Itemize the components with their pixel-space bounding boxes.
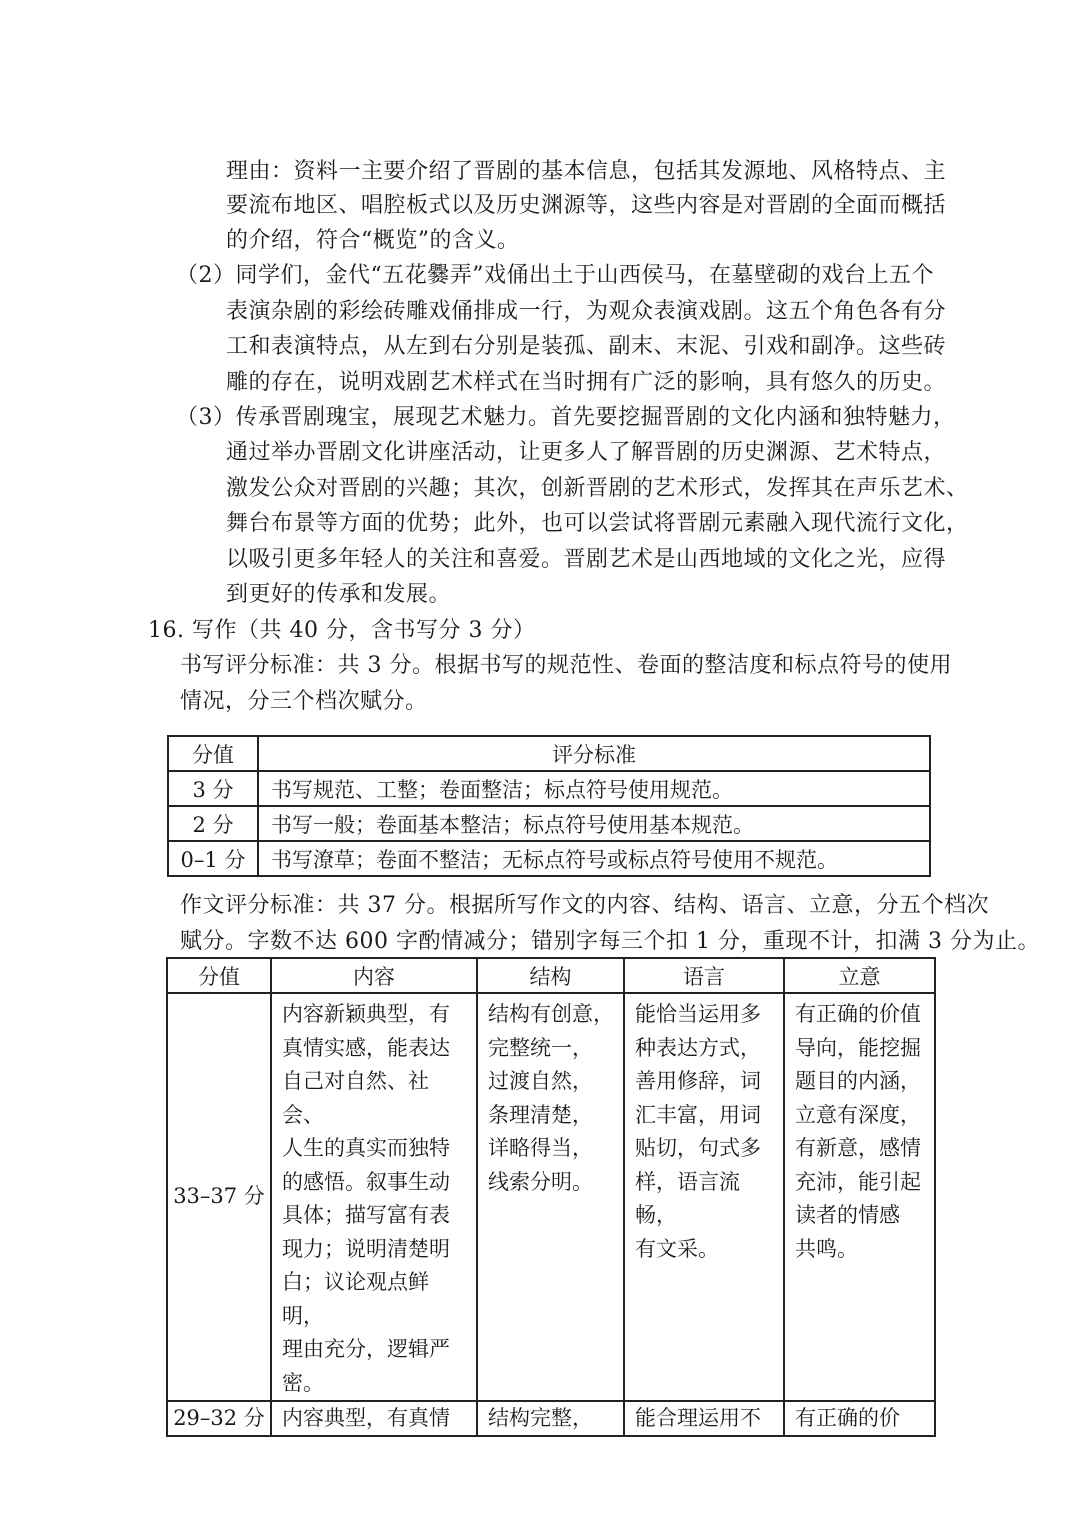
header-idea: 立意 xyxy=(784,958,935,993)
score-cell: 0–1 分 xyxy=(168,841,258,876)
essay-score-table xyxy=(166,957,936,1437)
answer-reason-line-3: 的介绍，符合“概览”的含义。 xyxy=(226,228,520,253)
score-cell: 3 分 xyxy=(168,771,258,806)
table-header-row xyxy=(168,736,930,771)
answer-2-line-1: （2）同学们，金代“五花爨弄”戏俑出土于山西侯马，在墓壁砌的戏台上五个 xyxy=(176,263,934,288)
score-cell: 29–32 分 xyxy=(167,1401,271,1436)
header-score: 分值 xyxy=(167,958,271,993)
idea-cell: 有正确的价 xyxy=(784,1401,935,1436)
answer-2-line-2: 表演杂剧的彩绘砖雕戏俑排成一行，为观众表演戏剧。这五个角色各有分 xyxy=(226,299,947,324)
handwriting-criteria-line-1: 书写评分标准：共 3 分。根据书写的规范性、卷面的整洁度和标点符号的使用 xyxy=(180,653,952,678)
content-cell: 内容典型，有真情 xyxy=(271,1401,477,1436)
answer-2-line-4: 雕的存在，说明戏剧艺术样式在当时拥有广泛的影响，具有悠久的历史。 xyxy=(226,370,947,395)
table-row xyxy=(168,806,930,841)
criteria-cell: 书写一般；卷面基本整洁；标点符号使用基本规范。 xyxy=(258,806,930,841)
header-structure: 结构 xyxy=(477,958,624,993)
structure-cell: 结构完整， xyxy=(477,1401,624,1436)
content-cell: 内容新颖典型，有 真情实感，能表达 自己对自然、社会、 人生的真实而独特 的感悟。叙事生动 具体；描写富有表 现力；说明清楚明 白；议论观点鲜明， 理由充分，逻辑严 密。 xyxy=(271,993,477,1401)
answer-3-line-3: 激发公众对晋剧的兴趣；其次，创新晋剧的艺术形式，发挥其在声乐艺术、 xyxy=(226,476,969,501)
answer-reason-line-1: 理由：资料一主要介绍了晋剧的基本信息，包括其发源地、风格特点、主 xyxy=(226,159,947,184)
criteria-cell: 书写规范、工整；卷面整洁；标点符号使用规范。 xyxy=(258,771,930,806)
table-row xyxy=(167,1401,935,1436)
header-score: 分值 xyxy=(168,736,258,771)
table-row xyxy=(167,993,935,1401)
score-cell: 33–37 分 xyxy=(167,993,271,1401)
table-row xyxy=(168,771,930,806)
handwriting-score-table xyxy=(167,735,931,877)
language-cell: 能恰当运用多 种表达方式， 善用修辞，词 汇丰富，用词 贴切，句式多 样，语言流畅， 有文采。 xyxy=(624,993,784,1401)
handwriting-criteria-line-2: 情况，分三个档次赋分。 xyxy=(180,689,428,714)
table-header-row xyxy=(167,958,935,993)
header-content: 内容 xyxy=(271,958,477,993)
answer-2-line-3: 工和表演特点，从左到右分别是装孤、副末、末泥、引戏和副净。这些砖 xyxy=(226,334,947,359)
essay-criteria-line-2: 赋分。字数不达 600 字酌情减分；错别字每三个扣 1 分，重现不计，扣满 3 分为止。 xyxy=(180,929,1040,954)
header-criteria: 评分标准 xyxy=(258,736,930,771)
criteria-cell: 书写潦草；卷面不整洁；无标点符号或标点符号使用不规范。 xyxy=(258,841,930,876)
question-16-title: 16. 写作（共 40 分，含书写分 3 分） xyxy=(148,618,536,643)
structure-cell: 结构有创意， 完整统一， 过渡自然， 条理清楚， 详略得当， 线索分明。 xyxy=(477,993,624,1401)
language-cell: 能合理运用不 xyxy=(624,1401,784,1436)
answer-3-line-5: 以吸引更多年轻人的关注和喜爱。晋剧艺术是山西地域的文化之光，应得 xyxy=(226,547,947,572)
table-row xyxy=(168,841,930,876)
answer-3-line-4: 舞台布景等方面的优势；此外，也可以尝试将晋剧元素融入现代流行文化， xyxy=(226,511,969,536)
answer-3-line-6: 到更好的传承和发展。 xyxy=(226,582,452,607)
score-cell: 2 分 xyxy=(168,806,258,841)
idea-cell: 有正确的价值 导向，能挖掘 题目的内涵， 立意有深度， 有新意，感情 充沛，能引起 读者的情感 共鸣。 xyxy=(784,993,935,1401)
essay-criteria-line-1: 作文评分标准：共 37 分。根据所写作文的内容、结构、语言、立意，分五个档次 xyxy=(180,893,989,918)
answer-3-line-1: （3）传承晋剧瑰宝，展现艺术魅力。首先要挖掘晋剧的文化内涵和独特魅力， xyxy=(176,405,956,430)
answer-reason-line-2: 要流布地区、唱腔板式以及历史渊源等，这些内容是对晋剧的全面而概括 xyxy=(226,193,947,218)
answer-3-line-2: 通过举办晋剧文化讲座活动，让更多人了解晋剧的历史渊源、艺术特点， xyxy=(226,440,947,465)
header-language: 语言 xyxy=(624,958,784,993)
